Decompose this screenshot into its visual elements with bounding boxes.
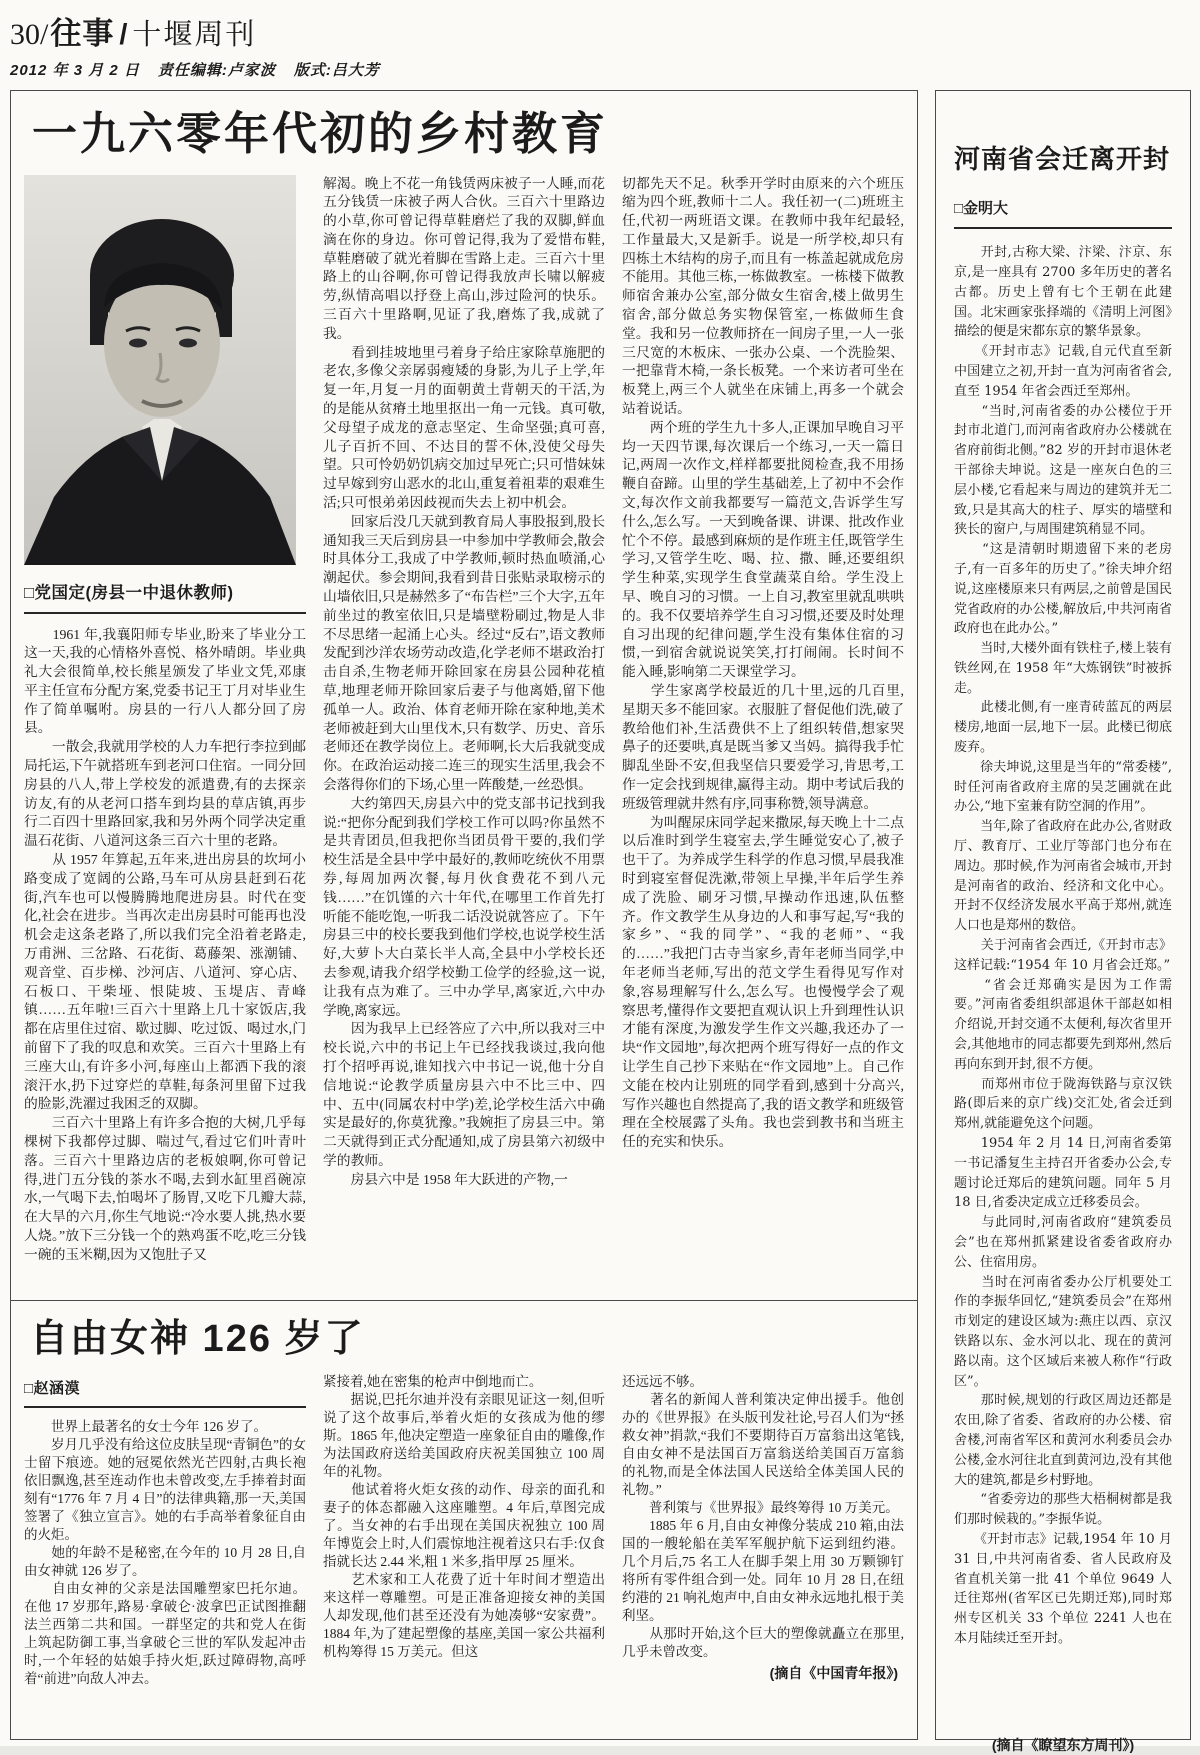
paragraph: “省委旁边的那些大梧桐树都是我们那时候栽的。”李振华说。 — [954, 1492, 1172, 1528]
page-number: 30/ — [10, 18, 49, 51]
publication-name: 十堰周刊 — [132, 19, 257, 51]
paragraph: 自由女神的父亲是法国雕塑家巴托尔迪。在他 17 岁那年,路易·拿破仑·波拿巴正试图推翻法兰西第二共和国。一群坚定的共和党人在街上筑起防御工事,当拿破仑三世的军队发起冲击时,一个年轻的姑娘手持火炬,跃过障碍物,高呼着“前进”向敌人冲去。 — [24, 1580, 306, 1686]
paragraph: 而郑州市位于陇海铁路与京汉铁路(即后来的京广线)交汇处,省会迁到郑州,就能避免这个问题。 — [954, 1076, 1172, 1132]
paragraph: 1961 年,我襄阳师专毕业,盼来了毕业分工这一天,我的心情格外喜悦、格外晴朗。毕业典礼大会很简单,校长熊星颁发了毕业文凭,邓康平主任宣布分配方案,党委书记王丁月对毕业生作了简单嘱咐。房县的一行八人都分回了房县。 — [24, 626, 306, 736]
sidebar-article-author: □金明大 — [954, 197, 1172, 229]
bottom-article-col1-text — [24, 1418, 306, 1688]
paragraph: 当时在河南省委办公厅机要处工作的李振华回忆,“建筑委员会”在郑州市划定的建设区域为:燕庄以西、京汉铁路以东、金水河以北、现在的黄河路以南。这个区域后来被人称作“行政区”。 — [954, 1274, 1172, 1389]
bottom-article-title: 自由女神 126 岁了 — [30, 1318, 365, 1360]
content-area — [10, 90, 1191, 1754]
issue-date: 2012 年 3 月 2 日 — [10, 62, 140, 79]
paragraph: 关于河南省会西迁,《开封市志》这样记载:“1954 年 10 月省会迁郑。” — [954, 938, 1172, 973]
paragraph: 大约第四天,房县六中的党支部书记找到我说:“把你分配到我们学校工作可以吗?你虽然不是共青团员,但我把你当团员骨干要的,我们学校生活是全县中学中最好的,教师吃统伙不用票券,每周加两次餐,每月伙食费花不到八元钱……”在饥馑的六十年代,在哪里工作首先打听能不能吃饱,一听我二话没说就答应了。下午房县三中的校长要我到他们学校,也说学校生活好,大萝卜大白菜长半人高,全县中小学校长还去参观,请我介绍学校勤工俭学的经验,这一说,让我有点为难了。三中办学早,离家近,六中办学晚,离家远。 — [323, 795, 605, 1018]
paragraph: 紧接着,她在密集的枪声中倒地而亡。 — [323, 1373, 543, 1389]
paragraph: “省会迁郑确实是因为工作需要。”河南省委组织部退休干部赵如相介绍说,开封交通不太便利,每次省里开会,其他地市的同志都要先到郑州,然后再向东到开封,很不方便。 — [954, 977, 1172, 1072]
bottom-article-col3-text — [622, 1373, 904, 1661]
bottom-article-column-2 — [323, 1373, 605, 1725]
paragraph: 回家后没几天就到教育局人事股报到,股长通知我三天后到房县一中参加中学教师会,散会时具体分工,我成了中学教师,顿时热血喷涌,心潮起伏。参会期间,我看到昔日张贴录取榜示的山墙依旧,只是赫然多了“布告栏”三个大字,五年前坐过的教室依旧,只是墙壁粉刷过,物是人非不尽思绪一起涌上心头。经过“反右”,语文教师发配到沙洋农场劳动改造,化学老师不堪政治打击自杀,生物老师开除回家在房县公园种花植草,地理老师开除回家后妻子与他离婚,留下他孤单一人。政治、体育老师开除在家种地,美术老师被赶到大山里伐木,只有数学、历史、音乐老师还在教学岗位上。老师啊,长大后我就变成你。在政治运动接二连三的现实生活里,我会不会落得你们的下场,心里一阵酸楚,一丝恐惧。 — [323, 513, 605, 792]
paragraph: 从那时开始,这个巨大的塑像就矗立在那里,几乎未曾改变。 — [622, 1625, 904, 1659]
portrait-illustration — [24, 175, 296, 565]
editor-credit: 责任编辑:卢家波 — [157, 62, 276, 79]
paragraph: 因为我早上已经答应了六中,所以我对三中校长说,六中的书记上午已经找我谈过,我向他打个招呼再说,谁知找六中书记一说,他十分自信地说:“论教学质量房县六中不比三中、四中、五中(同属农村中学)差,论学校生活六中确实是最好的,你莫犹豫。”我婉拒了房县三中。第二天就得到正式分配通知,成了房县第六初级中学的教师。 — [323, 1021, 605, 1168]
paragraph: 当时,大楼外面有铁柱子,楼上装有铁丝网,在 1958 年“大炼钢铁”时被拆走。 — [954, 641, 1172, 696]
main-article — [11, 91, 917, 1301]
paragraph: 切都先天不足。秋季开学时由原来的六个班压缩为四个班,教师十二人。我任初一(二)班班主任,代初一两班语文课。在教师中我年纪最轻,工作量最大,又是新手。说是一所学校,却只有四栋土木结构的房子,而且有一栋盖起就成危房不能用。其他三栋,一栋做教室。一栋楼下做教师宿舍兼办公室,部分做女生宿舍,楼上做男生宿舍,部分做总务实物保管室,一栋做师生食堂。我和另一位教师挤在一间房子里,一人一张三尺宽的木板床、一张办公桌、一个洗脸架、一把靠背木椅,一条长板凳。一个来访者可坐在板凳上,两三个人就坐在床铺上,再多一个就会站着说话。 — [622, 175, 904, 417]
left-articles-box — [10, 90, 918, 1740]
paragraph: 1954 年 2 月 14 日,河南省委第一书记潘复生主持召开省委办公会,专题讨论迁郑后的建筑问题。同年 5 月 18 日,省委决定成立迁移委员会。 — [954, 1136, 1172, 1211]
bottom-article-attribution: (摘自《中国青年报》) — [769, 1664, 898, 1681]
paragraph: 《开封市志》记载,1954 年 10 月 31 日,中共河南省委、省人民政府及省直机关第一批 41 个单位 9649 人迁往郑州(省军区已先期迁郑),同时郑州专区机关 33 个单位 2241 人也在本月陆续迁至开封。 — [954, 1531, 1172, 1646]
page-header — [10, 8, 1190, 80]
section-name: 往事 — [50, 16, 115, 51]
author-portrait-photo — [24, 175, 296, 565]
paragraph: 徐夫坤说,这里是当年的“常委楼”,时任河南省政府主席的吴芝圃就在此办公,“地下室兼有防空洞的作用”。 — [954, 759, 1172, 815]
bottom-article-col2-text — [323, 1373, 605, 1661]
bottom-article-column-3 — [622, 1373, 904, 1725]
paragraph: 还远远不够。 — [622, 1373, 703, 1389]
main-article-column-2 — [323, 175, 605, 1255]
paragraph: 1885 年 6 月,自由女神像分装成 210 箱,由法国的一艘轮船在美军军舰护航下运到纽约港。几个月后,75 名工人在脚手架上用 30 万颗铆钉将所有零件组合到一处。同年 10 月 28 日,在纽约港的 21 响礼炮声中,自由女神永远地扎根于美利坚。 — [622, 1517, 904, 1623]
bottom-article-author: □赵涵漠 — [24, 1373, 306, 1408]
paragraph: 普利策与《世界报》最终筹得 10 万美元。 — [622, 1499, 899, 1515]
main-article-col2-text — [323, 175, 605, 1190]
sidebar-article-title: 河南省会迁离开封 — [954, 143, 1171, 174]
paragraph: 两个班的学生九十多人,正课加早晚自习平均一天四节课,每次课后一个练习,一天一篇日记,两周一次作文,样样都要批阅检查,我不用扬鞭自奋蹄。山里的学生基础差,上了初中不会作文,每次作文前我都要写一篇范文,告诉学生写什么,怎么写。一天到晚备课、讲课、批改作业忙个不停。最感到麻烦的是作班主任,既管学生学习,又管学生吃、喝、拉、撒、睡,还要组织学生种菜,实现学生食堂蔬菜自给。学生没上早、晚自习的习惯。一上自习,教室里就乱哄哄的。我不仅要培养学生自习习惯,还要及时处理自习出现的纪律问题,学生没有集体住宿的习惯,一到宿舍就说说笑笑,打打闹闹。长时间不能入睡,影响第二天课堂学习。 — [622, 419, 904, 680]
main-article-col1-text — [24, 626, 306, 1265]
main-article-column-1 — [24, 175, 306, 1262]
dateline — [10, 59, 1190, 80]
masthead-slash: / — [119, 19, 128, 51]
paragraph: 房县六中是 1958 年大跃进的产物,一 — [323, 1171, 568, 1187]
bottom-article-column-1 — [24, 1373, 306, 1725]
main-article-columns — [24, 175, 904, 1262]
paragraph: “这是清朝时期遗留下来的老房子,有一百多年的历史了。”徐夫坤介绍说,这座楼原来只有两层,之前曾是国民党省政府的办公楼,解放后,中共河南省政府也在此办公。” — [954, 542, 1172, 637]
bottom-article-columns — [24, 1373, 904, 1725]
paragraph: 从 1957 年算起,五年来,进出房县的坎坷小路变成了宽阔的公路,马车可从房县赶到石花街,汽车也可以慢腾腾地爬进房县。时代在变化,社会在进步。当再次走出房县时可能再也没机会走这条老路了,所以我们完全沿着老路走,万甫洲、三岔路、石花街、葛藤架、涨潮铺、观音堂、百步梯、沙河店、八道河、穿心店、石板口、干柴垭、恨陡坡、玉堤店、青峰镇……五年啦!三百六十里路上几十家饭店,我都在店里住过宿、歇过脚、吃过饭、喝过水,门前留下了我的叹息和欢笑。三百六十里路上有三座大山,有许多小河,每座山上都洒下我的滚滚汗水,扔下过穿烂的草鞋,每条河里留下过我的脸影,洗濯过我困乏的双脚。 — [24, 852, 306, 1112]
paragraph: 著名的新闻人普利策决定伸出援手。他创办的《世界报》在头版刊发社论,号召人们为“拯救女神”捐款,“我们不要期待百万富翁出这笔钱,自由女神不是法国百万富翁送给美国百万富翁的礼物,而是全体法国人民送给全体美国人民的礼物。” — [622, 1391, 904, 1497]
paragraph: 开封,古称大梁、汴梁、汴京、东京,是一座具有 2700 多年历史的著名古都。历史上曾有七个王朝在此建国。北宋画家张择端的《清明上河图》描绘的便是宋都东京的繁华景象。 — [954, 245, 1172, 340]
main-article-author: □党国定(房县一中退休教师) — [24, 571, 306, 614]
paragraph: 解渴。晚上不花一角钱赁两床被子一人睡,而花五分钱赁一床被子两人合伙。三百六十里路边的小草,你可曾记得草鞋磨烂了我的双脚,鲜血滴在你的身边。你可曾记得,我为了爱惜布鞋,草鞋磨破了就光着脚在雪路上走。三百六十里路上的山谷啊,你可曾记得我放声长啸以解疲劳,纵情高唱以抒登上高山,涉过险河的快乐。三百六十里路啊,见证了我,磨炼了我,成就了我。 — [323, 175, 605, 341]
paragraph: 她的年龄不是秘密,在今年的 10 月 28 日,自由女神就 126 岁了。 — [24, 1544, 306, 1578]
main-article-column-3 — [622, 175, 904, 1255]
paragraph: 为叫醒尿床同学起来撒尿,每天晚上十二点以后准时到学生寝室去,学生睡觉安心了,被子也干了。为养成学生科学的作息习惯,早晨我准时到寝室督促洗漱,带领上早操,半年后学生养成了洗脸、刷牙习惯,早操动作迅速,队伍整齐。作文教学生从身边的人和事写起,写“我的家乡”、“我的同学”、“我的老师”、“我的……”我把门古寺当家乡,青年老师当同学,中年老师当老师,写出的范文学生看得见写作对象,容易理解写什么,怎么写。也慢慢学会了观察思考,懂得作文要把直观认识上升到理性认识才能有深度,为激发学生作文兴趣,我还办了一块“作文园地”,每次把两个班写得好一点的作文让学生自己抄下来贴在“作文园地”上。自己作文能在校内让别班的同学看到,感到十分高兴,写作兴趣也自然提高了,我的语文教学和班级管理在全校展露了头角。我也尝到教书和当班主任的充实和快乐。 — [622, 814, 904, 1150]
sidebar-article — [935, 90, 1191, 1754]
paragraph: 一散会,我就用学校的人力车把行李拉到邮局托运,下午就搭班车到老河口住宿。一同分回房县的八人,带上学校发的派遣费,有的去探亲访友,有的从老河口搭车到均县的草店镇,再步行二百四十里路回家,我和另外两个同学决定重温石花街、八道河这条三百六十里的老路。 — [24, 739, 306, 849]
sidebar-article-body — [954, 243, 1172, 1731]
paragraph: 那时候,规划的行政区周边还都是农田,除了省委、省政府的办公楼、宿舍楼,河南省军区和黄河水利委员会办公楼,金水河往北直到黄河边,没有其他大的建筑,都是乡村野地。 — [954, 1393, 1172, 1488]
layout-credit: 版式:吕大芳 — [293, 62, 380, 79]
paragraph: “当时,河南省委的办公楼位于开封市北道门,而河南省政府办公楼就在省府前街北侧。”82 岁的开封市退休老干部徐夫坤说。这是一座灰白色的三层小楼,它看起来与周边的建筑并无二致,只是其高大的柱子、厚实的墙壁和狭长的窗户,与周围建筑稍显不同。 — [954, 403, 1172, 538]
main-article-title: 一九六零年代初的乡村教育 — [32, 108, 609, 159]
paragraph: 《开封市志》记载,自元代直至新中国建立之初,开封一直为河南省省会,直至 1954 年省会西迁至郑州。 — [954, 344, 1172, 399]
paragraph: 艺术家和工人花费了近十年时间才塑造出来这样一尊雕塑。可是正准备迎接女神的美国人却发现,他们甚至还没有为她凑够“安家费”。1884 年,为了建起塑像的基座,美国一家公共福利机构筹得 15 万美元。但这 — [323, 1571, 605, 1659]
paragraph: 世界上最著名的女士今年 126 岁了。 — [24, 1418, 267, 1434]
paragraph: 当年,除了省政府在此办公,省财政厅、教育厅、工业厅等部门也分布在周边。那时候,作为河南省会城市,开封是河南省的政治、经济和文化中心。开封不仅经济发展水平高于郑州,就连人口也是郑州的数倍。 — [954, 819, 1172, 934]
paragraph: 据说,巴托尔迪并没有亲眼见证这一刻,但听说了这个故事后,举着火炬的女孩成为他的缪斯。1865 年,他决定塑造一座象征自由的雕像,作为法国政府送给美国政府庆祝美国独立 100 周年的礼物。 — [323, 1391, 605, 1479]
paragraph: 岁月几乎没有给这位皮肤呈现“青铜色”的女士留下痕迹。她的冠冕依然光芒四射,古典长袍依旧飘逸,甚至连动作也未曾改变,左手捧着封面刻有“1776 年 7 月 4 日”的法律典籍,那一天,美国签署了《独立宣言》。她的右手高举着象征自由的火炬。 — [24, 1436, 306, 1542]
paragraph: 与此同时,河南省政府“建筑委员会”也在郑州抓紧建设省委省政府办公、住宿用房。 — [954, 1215, 1172, 1270]
paragraph: 他试着将火炬女孩的动作、母亲的面孔和妻子的体态都融入这座雕塑。4 年后,草图完成了。当女神的右手出现在美国庆祝独立 100 周年博览会上时,人们震惊地注视着这只右手:仅食指就长达 2.44 米,粗 1 米多,指甲厚 25 厘米。 — [323, 1481, 605, 1569]
sidebar-article-attribution: (摘自《瞭望东方周刊》) — [991, 1737, 1135, 1754]
bottom-article — [11, 1301, 917, 1739]
main-article-col3-text — [622, 175, 904, 1152]
paragraph: 此楼北侧,有一座青砖蓝瓦的两层楼房,地面一层,地下一层。此楼已彻底废弃。 — [954, 700, 1172, 756]
paragraph: 看到挂坡地里弓着身子给庄家除草施肥的老农,多像父亲孱弱瘦矮的身影,为儿子上学,年复一年,月复一月的面朝黄土背朝天的干活,为的是能从贫瘠土地里抠出一角一元钱。真可敬,父母望子成龙的意志坚定、生命坚强;真可喜,儿子百折不回、不达目的誓不休,没使父母失望。只可怜奶奶饥病交加过早死亡;只可惜妹妹过早嫁到穷山恶水的北山,重复着祖辈的艰难生活;只可恨弟弟因歧视而失去上初中机会。 — [323, 344, 605, 511]
paragraph: 学生家离学校最近的几十里,远的几百里,星期天多不能回家。衣服脏了督促他们洗,破了教给他们补,生活费供不上了组织转借,想家哭鼻子的还要哄,真是既当爹又当妈。搞得我手忙脚乱坐卧不安,但我坚信只要爱学习,肯思考,工作一定会找到规律,赢得主动。期中考试后我的班级管理就井然有序,同事称赞,领导满意。 — [622, 683, 904, 811]
masthead — [10, 8, 1190, 53]
paragraph: 三百六十里路上有许多合抱的大树,几乎每棵树下我都停过脚、喘过气,看过它们叶青叶落。三百六十里路边店的老板娘啊,你可曾记得,进门五分钱的茶水不喝,去到水缸里舀碗凉水,一气喝下去,怕喝坏了肠胃,又吃下几瓣大蒜,在大旱的六月,你生气地说:“冷水要人挑,热水要人烧。”放下三分钱一个的熟鸡蛋不吃,吃三分钱一碗的玉米糊,因为又饱肚子又 — [24, 1115, 306, 1262]
